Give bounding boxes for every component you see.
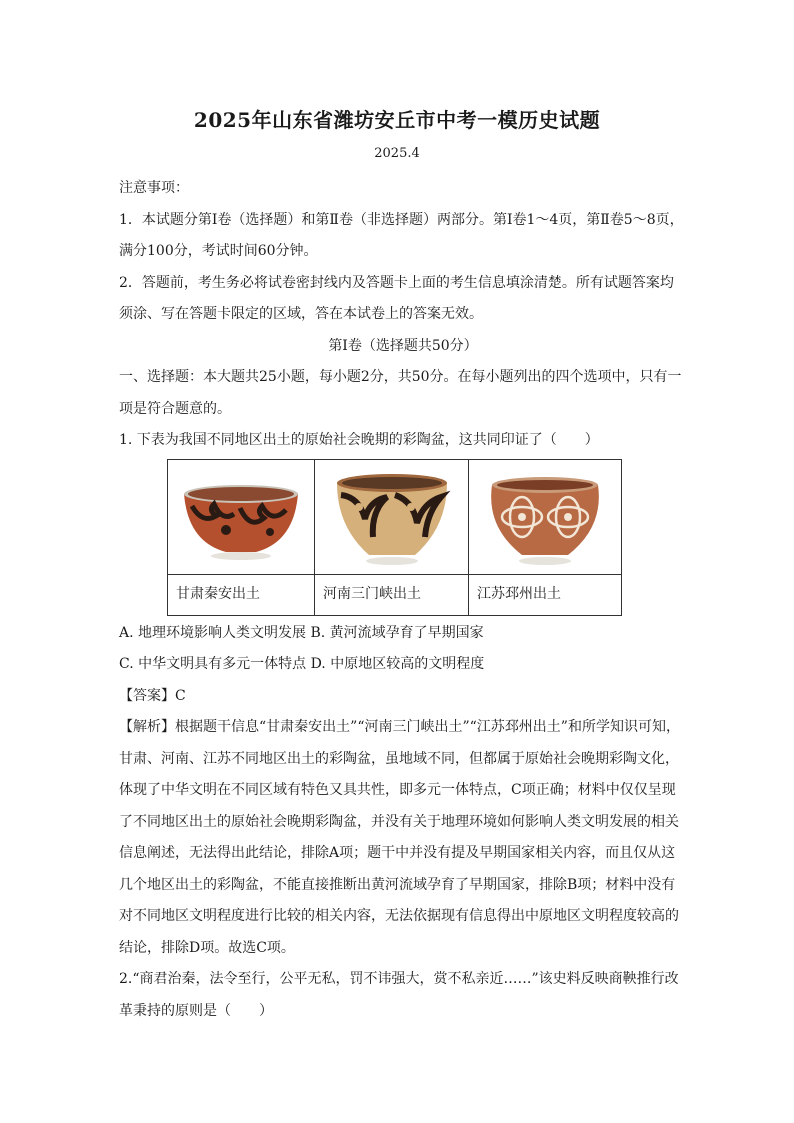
question-1-answer: 【答案】C [119,687,186,704]
painted-pottery-bowl-icon [178,472,304,562]
question-1-options-cd: C. 中华文明具有多元一体特点 D. 中原地区较高的文明程度 [119,656,485,672]
analysis-label: 【解析】 [119,719,175,735]
figure-cell-3 [469,459,622,574]
exam-date: 2025.4 [374,146,420,161]
notice-item-2: 2．答题前，考生务必将试卷密封线内及答题卡上面的考生信息填涂清楚。所有试题答案均须涂、写在答题卡限定的区域，答在本试卷上的答案无效。 [119,274,674,322]
figure-caption-1: 甘肃秦安出土 [168,574,315,615]
analysis-text: 根据题干信息“甘肃秦安出土”“河南三门峡出土”“江苏邳州出土”和所学知识可知，甘肃、河南、江苏不同地区出土的彩陶盆，虽地域不同，但都属于原始社会晚期彩陶文化，体现了中华文明在不同区域有特色又具共性，即多元一体特点，C项正确；材料中仅仅呈现了不同地区出土的原始社会晚期彩陶盆，并没有关于地理环境如何影响人类文明发展的相关信息阐述，无法得出此结论，排除A项；题干中并没有提及早期国家相关内容，而且仅从这几个地区出土的彩陶盆，不能直接推断出黄河流域孕育了早期国家，排除B项；材料中没有对不同地区文明程度进行比较的相关内容，无法依据现有信息得出中原地区文明程度较高的结论，排除D项。故选C项。 [119,719,680,956]
section-instructions: 一、选择题：本大题共25小题，每小题2分，共50分。在每小题列出的四个选项中，只有一项是符合题意的。 [119,369,682,417]
volume-title: 第Ⅰ卷（选择题共50分） [328,337,478,354]
question-2-stem: 2.“商君治秦，法令至行，公平无私，罚不讳强大，赏不私亲近……”该史料反映商鞅推行改革秉持的原则是（ ） [119,971,679,1019]
figure-cell-1 [168,459,315,574]
notice-item-1: 1．本试题分第Ⅰ卷（选择题）和第Ⅱ卷（非选择题）两部分。第Ⅰ卷1～4页，第Ⅱ卷5～8页，满分100分，考试时间60分钟。 [119,211,684,259]
painted-pottery-bowl-icon [329,467,455,567]
question-1-stem: 1. 下表为我国不同地区出土的原始社会晚期的彩陶盆，这共同印证了（ ） [119,432,599,448]
notice-heading: 注意事项： [119,180,189,196]
question-1-options-ab: A. 地理环境影响人类文明发展 B. 黄河流域孕育了早期国家 [119,624,484,641]
question-1-analysis [119,712,687,964]
figure-cell-2 [315,459,469,574]
pottery-figure-table [167,459,622,616]
exam-title: 2025年山东省潍坊安丘市中考一模历史试题 [193,108,601,132]
document-body [119,173,687,1027]
painted-pottery-bowl-icon [482,467,608,567]
figure-caption-3: 江苏邳州出土 [469,574,622,615]
figure-caption-2: 河南三门峡出土 [315,574,469,615]
